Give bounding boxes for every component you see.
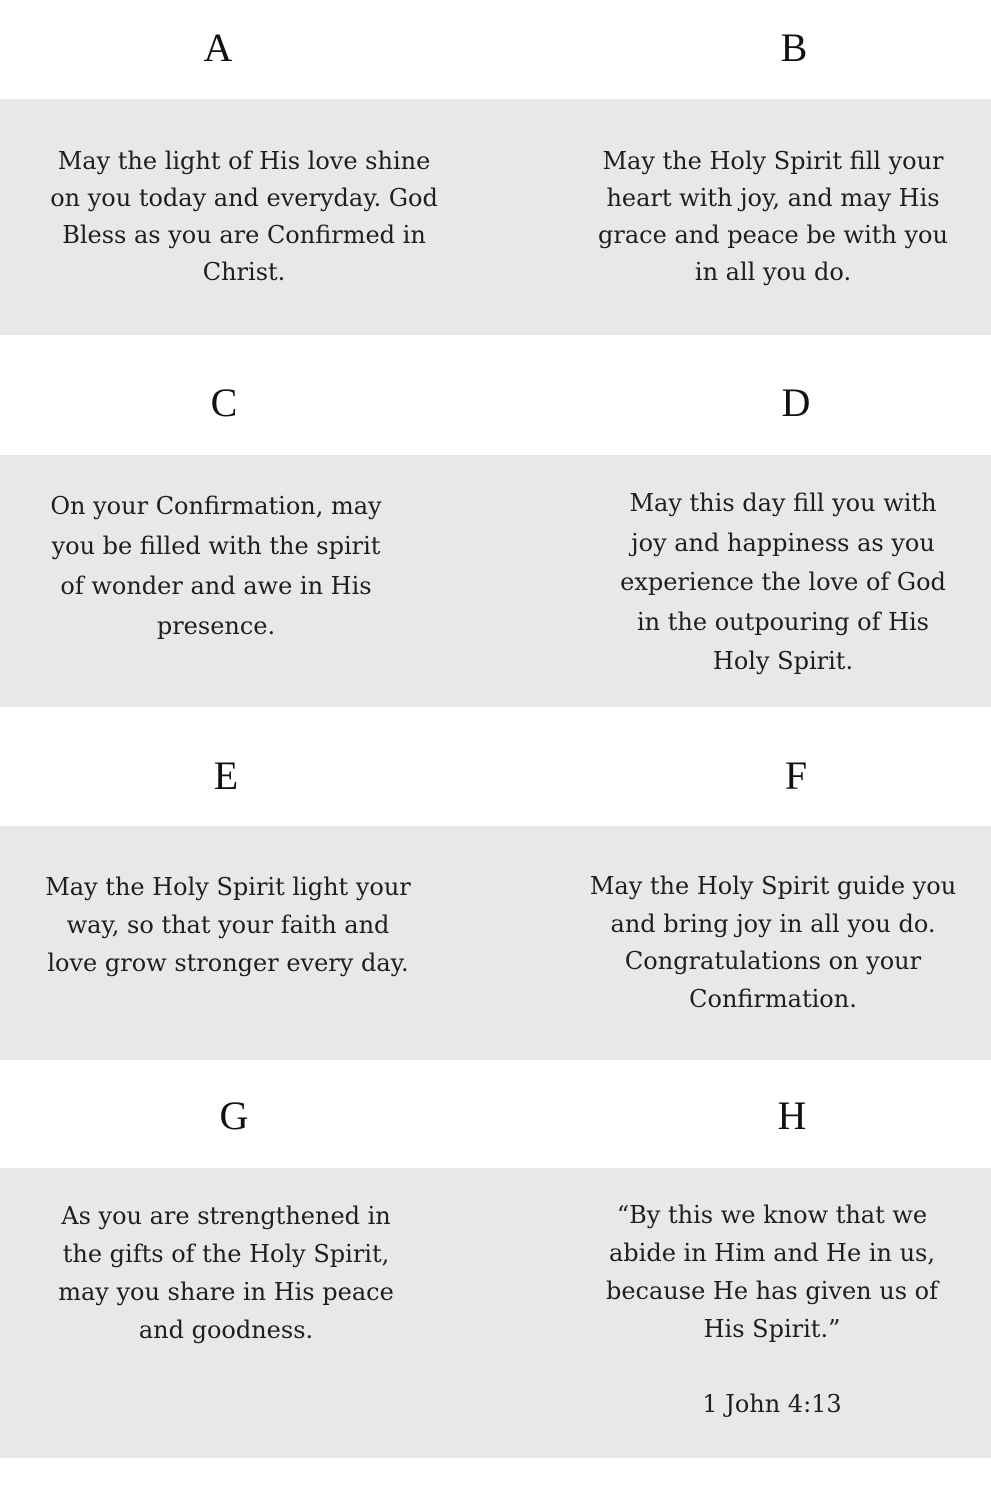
card-b-line-4: in all you do. [694, 258, 852, 286]
card-h-scripture-reference: 1 John 4:13 [702, 1390, 842, 1418]
card-b-line-2: heart with joy, and may His [606, 184, 940, 212]
card-b-line-3: grace and peace be with you [598, 221, 948, 249]
card-f-line-2: and bring joy in all you do. [610, 909, 936, 938]
card-g-line-3: may you share in His peace [58, 1278, 394, 1306]
card-letter-d: D [781, 380, 811, 425]
card-message-d [578, 484, 988, 682]
card-c-line-4: presence. [156, 612, 276, 640]
card-message-g [30, 1197, 422, 1349]
card-h-line-3: because He has given us of [605, 1277, 938, 1305]
letters-row-4 [0, 1093, 991, 1138]
card-message-h [574, 1196, 970, 1348]
card-message-a [40, 143, 448, 291]
card-f-line-4: Confirmation. [689, 984, 857, 1013]
card-h-line-1: “By this we know that we [616, 1201, 928, 1229]
card-e-line-2: way, so that your faith and [66, 911, 390, 939]
card-message-e [22, 868, 434, 982]
card-letter-g: G [219, 1093, 249, 1138]
card-letter-h: H [777, 1093, 807, 1138]
card-d-line-3: experience the love of God [620, 568, 946, 596]
card-h-line-4: His Spirit.” [703, 1315, 841, 1343]
letters-row-3 [0, 753, 991, 798]
card-a-line-2: on you today and everyday. God [50, 184, 438, 212]
card-e-line-1: May the Holy Spirit light your [45, 873, 411, 901]
card-a-line-1: May the light of His love shine [57, 147, 431, 175]
card-letter-e: E [213, 753, 239, 798]
card-f-line-3: Congratulations on your [624, 947, 922, 975]
card-e-line-3: love grow stronger every day. [47, 949, 409, 977]
card-d-line-4: in the outpouring of His [637, 607, 929, 636]
card-g-line-4: and goodness. [138, 1316, 314, 1344]
card-d-line-1: May this day fill you with [629, 489, 937, 517]
card-a-line-3: Bless as you are Confirmed in [62, 221, 426, 249]
card-message-b [570, 143, 976, 291]
card-letter-b: B [780, 25, 808, 70]
card-b-line-1: May the Holy Spirit fill your [602, 147, 944, 175]
card-g-line-1: As you are strengthened in [61, 1202, 391, 1230]
card-letter-f: F [784, 753, 808, 798]
card-letter-c: C [210, 380, 238, 425]
letters-row-1 [0, 25, 991, 70]
card-a-line-4: Christ. [202, 258, 286, 286]
card-d-line-5: Holy Spirit. [712, 647, 854, 675]
letters-row-2 [0, 380, 991, 425]
card-message-f [560, 868, 986, 1018]
card-d-line-2: joy and happiness as you [631, 528, 935, 557]
card-message-c [18, 486, 414, 646]
card-c-line-1: On your Confirmation, may [50, 492, 382, 520]
card-f-line-1: May the Holy Spirit guide you [589, 872, 957, 900]
card-letter-a: A [203, 25, 233, 70]
card-c-line-2: you be filled with the spirit [51, 532, 381, 560]
card-c-line-3: of wonder and awe in His [60, 572, 372, 600]
card-h-line-2: abide in Him and He in us, [609, 1239, 935, 1267]
card-g-line-2: the gifts of the Holy Spirit, [62, 1240, 390, 1268]
